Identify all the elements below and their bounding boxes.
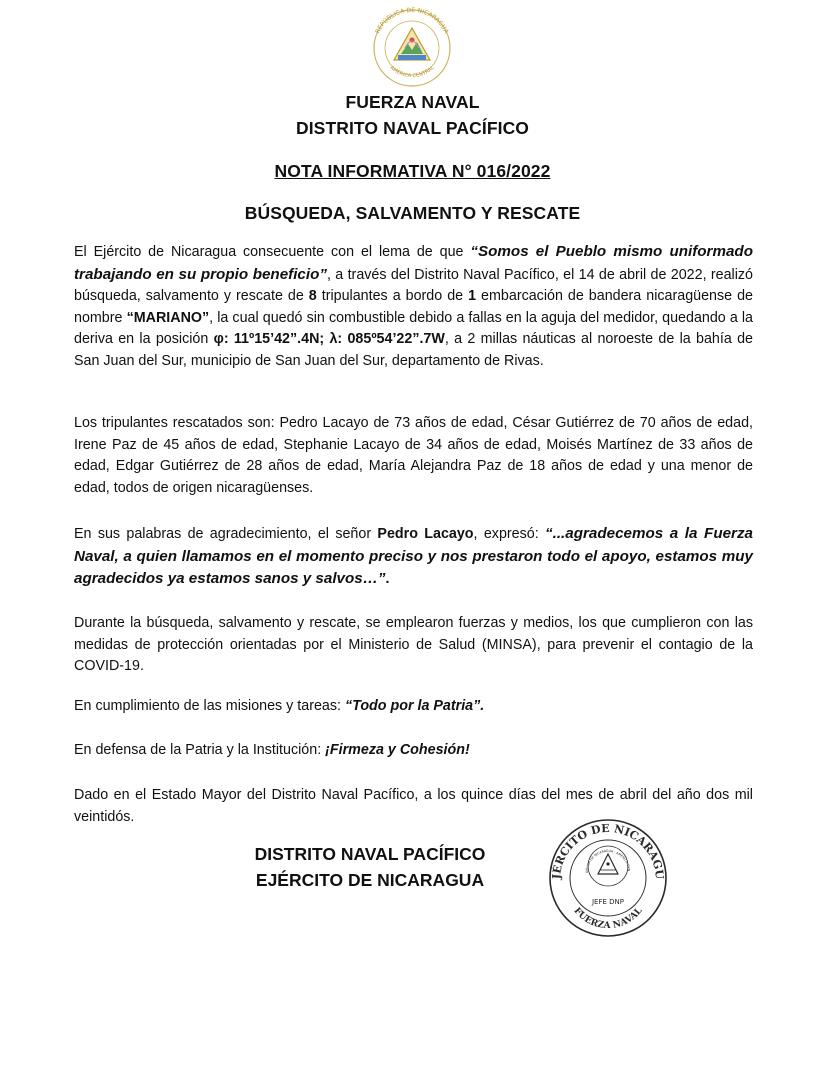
paragraph-4 (74, 613, 753, 678)
signature-line-2: EJÉRCITO DE NICARAGUA (255, 870, 485, 890)
p1-intro: El Ejército de Nicaragua consecuente con el lema de que (74, 244, 471, 260)
p7-closing: Dado en el Estado Mayor del Distrito Naval Pacífico, a los quince días del mes de abril del año dos mil veintidós. (74, 787, 753, 825)
paragraph-3 (74, 523, 753, 591)
seal-ring-bottom-text: AMÉRICA CENTRAL (388, 64, 436, 80)
p1-text-k: , a 2 millas náuticas al noroeste de la bahía de San Juan del Sur, municipio de San Juan del Sur, departamento de Rivas. (74, 331, 753, 369)
p1-text-e: tripulantes a bordo de (316, 288, 469, 305)
seal-ring-top-text: REPÚBLICA DE NICARAGUA (374, 6, 450, 35)
p6-intro: En defensa de la Patria y la Institución: (74, 742, 326, 758)
nota-informativa-title: NOTA INFORMATIVA N° 016/2022 (274, 161, 551, 181)
svg-text:FUERZA NAVAL (571, 906, 644, 932)
coat-of-arms-icon (364, 4, 460, 88)
p3-period: . (385, 571, 390, 588)
paragraph-1 (74, 241, 753, 373)
paragraph-5 (74, 696, 753, 718)
stamp-inner-ring-text: ÚBLICA DE NICARAGUA · AMÉRICA CEN (584, 848, 632, 873)
p1-vessel-count: 1 (468, 288, 477, 305)
p3-speaker: Pedro Lacayo (377, 526, 474, 542)
signature-line-1: DISTRITO NAVAL PACÍFICO (254, 844, 486, 864)
p1-text-g: embarcación de bandera nicaragüense de nombre (74, 288, 753, 326)
p5-intro: En cumplimiento de las misiones y tareas: (74, 698, 345, 714)
svg-text:EJÉRCITO DE NICARAGUA (544, 816, 666, 881)
p1-coordinates: φ: 11º15’42”.4N; λ: 085º54’22”.7W (213, 331, 445, 348)
p1-text-c: , a través del Distrito Naval Pacífico, el 14 de abril de 2022, realizó búsqueda, salvamento y rescate de (74, 266, 753, 305)
header-fuerza-naval: FUERZA NAVAL (345, 92, 480, 112)
p4-measures: Durante la búsqueda, salvamento y rescate, se emplearon fuerzas y medios, los que cumplieron con las medidas de protección orientadas por el Ministerio de Salud (MINSA), para prevenir el contagio de la COVID-19. (74, 615, 753, 675)
stamp-outer-bottom-text: FUERZA NAVAL (571, 906, 645, 932)
header-distrito-naval: DISTRITO NAVAL PACÍFICO (295, 118, 530, 138)
stamp-seal-icon (544, 816, 672, 940)
p5-motto: “Todo por la Patria”. (344, 698, 485, 714)
paragraph-6 (74, 740, 753, 762)
p1-vessel-name: “MARIANO” (126, 309, 210, 326)
paragraph-2 (74, 413, 753, 499)
nicaragua-coat-of-arms-seal (364, 4, 460, 88)
stamp-outer-top-text: JÉRCITO DE NICARAGU (549, 821, 667, 880)
p6-motto: ¡Firmeza y Cohesión! (325, 742, 470, 758)
p3-quote: “...agradecemos a la Fuerza Naval, a quien llamamos en el momento preciso y nos prestaron todo el apoyo, estamos muy agradecidos ya estamos sanos y salvos…” (74, 525, 753, 588)
p2-crew-list: Los tripulantes rescatados son: Pedro Lacayo de 73 años de edad, César Gutiérrez de 70 años de edad, Irene Paz de 45 años de edad, Stephanie Lacayo de 34 años de edad, Moisés Martínez de 33 años de edad, Edgar Gutiérrez de 28 años de edad, María Alejandra Paz de 18 años de edad y una menor de edad, todos de origen nicaragüenses. (74, 415, 753, 496)
stamp-center-label: JEFE DNP (591, 898, 625, 906)
subject-heading: BÚSQUEDA, SALVAMENTO Y RESCATE (244, 203, 581, 223)
p1-text-i: , la cual quedó sin combustible debido a fallas en la aguja del medidor, quedando a la deriva en la posición (74, 309, 753, 348)
p3-text-c: , expresó: (473, 526, 546, 542)
p1-crew-count: 8 (308, 288, 317, 305)
p3-intro: En sus palabras de agradecimiento, el señor (74, 526, 378, 542)
official-stamp (544, 816, 672, 940)
svg-text:AMÉRICA CENTRAL (388, 65, 435, 79)
p1-motto: “Somos el Pueblo mismo uniformado trabajando en su propio beneficio” (74, 243, 753, 283)
